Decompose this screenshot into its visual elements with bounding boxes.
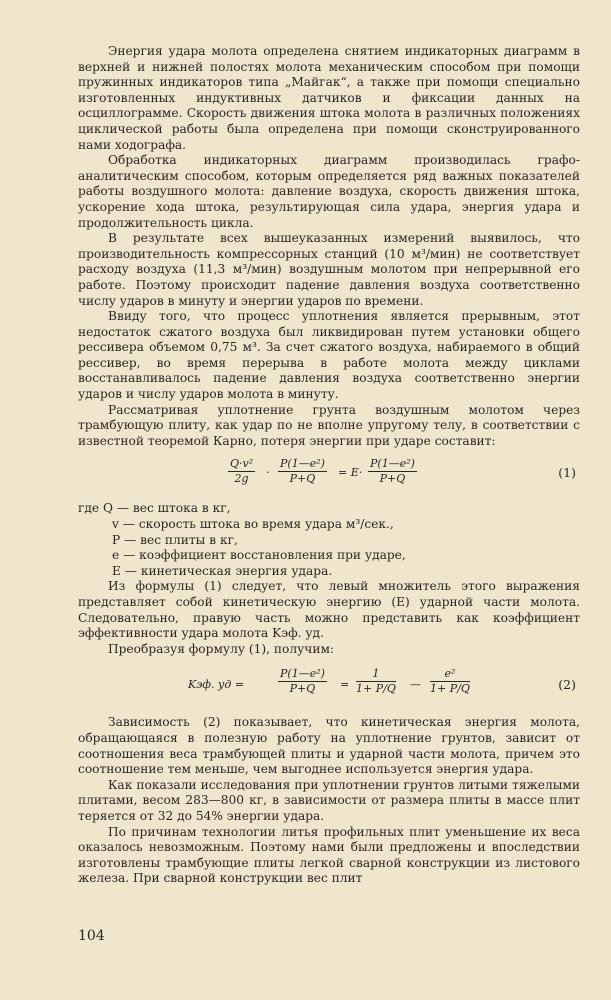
page-body [78,44,580,887]
def-energy: E — кинетическая энергия удара. [112,563,333,578]
formula-1: $\frac{\text{Q·v²}}{2g}$ · $\frac{\text{P(1—e²)}}{P+Q}$ = E· $\frac{\text{P(1—e²)}}{P+Q}$ (1) [230,457,576,486]
paragraph-from-formula: Из формулы (1) следует, что левый множитель этого выражения представляет собой кинетическую энергию (E) ударной части молота. Следовательно, правую часть можно представить как коэффициент эффективности удара молота Kэф. уд. [78,579,580,641]
formula-1-fraction-kinetic: $\frac{\text{Q·v²}}{2g}$ [230,457,254,486]
def-e: e — коэффициент восстановления при ударе, [112,548,406,563]
paragraph-dependence: Зависимость (2) показывает, что кинетическая энергия молота, обращающаяся в полезную работу на уплотнение грунтов, зависит от соотношения веса трамбующей плиты и ударной части молота, причем это соотношение тем меньше, чем выгоднее используется энергия удара. [78,715,580,777]
formula-2-fraction-b: $\frac{1}{1+ P/Q}$ [356,667,396,696]
variable-definitions [78,501,580,579]
formula-1-fraction-energy: $\frac{\text{P(1—e²)}}{P+Q}$ [370,457,415,486]
paragraph-receiver: Ввиду того, что процесс уплотнения является прерывным, этот недостаток сжатого воздуха был ликвидирован путем установки общего рессивера объемом 0,75 м³. За счет сжатого воздуха, набираемого в общий рессивер, во время перерыва в работе молота между циклами восстанавливалось падение давления воздуха соответственно энергии ударов и числу ударов молота в минуту. [78,309,580,402]
paragraph-measurements: В результате всех вышеуказанных измерений выявилось, что производительность компрессорных станций (10 м³/мин) не соответствует расходу воздуха (11,3 м³/мин) воздушным молотом при непрерывной его работе. Поэтому происходит падение давления воздуха соответственно числу ударов в минуту и энергии ударов по времени. [78,231,580,308]
paragraph-processing: Обработка индикаторных диаграмм производилась графо-аналитическим способом, которым определяется ряд важных показателей работы воздушного молота: давление воздуха, скорость движения штока, ускорение хода штока, результирующая сила удара, энергия удара и продолжительность цикла. [78,153,580,230]
def-p: P — вес плиты в кг, [112,532,238,547]
formula-2: Kэф. уд = $\frac{\text{P(1—e²)}}{P+Q}$ = $\frac{1}{1+ P/Q}$ — $\frac{\text{e²}}{1+ P/Q}$ (2) [188,667,576,696]
formula-2-fraction-a: $\frac{\text{P(1—e²)}}{P+Q}$ [280,667,325,696]
paragraph-indicator-diagrams: Энергия удара молота определена снятием индикаторных диаграмм в верхней и нижней полостях молота механическим способом при помощи пружинных индикаторов типа „Майгак“, а также при помощи специально изготовленных индуктивных датчиков и фиксации данных на осциллограмме. Скорость движения штока молота в различных положениях циклической работы была определена при помощи сконструированного нами ходографа. [78,44,580,152]
paragraph-research: Как показали исследования при уплотнении грунтов литыми тяжелыми плитами, весом 283—800 кг, в зависимости от размера плиты в массе плит теряется от 32 до 54% энергии удара. [78,777,580,823]
def-v: v — скорость штока во время удара м³/сек., [112,517,394,532]
formula-1-fraction-loss: $\frac{\text{P(1—e²)}}{P+Q}$ [280,457,325,486]
formula-2-fraction-c: $\frac{\text{e²}}{1+ P/Q}$ [430,667,470,696]
page-number: 104 [78,928,105,944]
equation-number-1: (1) [558,465,576,481]
equation-number-2: (2) [558,677,576,693]
paragraph-welded-plates: По причинам технологии литья профильных плит уменьшение их веса оказалось невозможным. Поэтому нами были предложены и впоследствии изготовлены трамбующие плиты легкой сварной конструкции из листового железа. При сварной конструкции вес плит [78,824,580,886]
paragraph-transform: Преобразуя формулу (1), получим: [108,641,335,656]
def-q: где Q — вес штока в кг, [78,501,231,516]
paragraph-carnot: Рассматривая уплотнение грунта воздушным молотом через трамбующую плиту, как удар по не вполне упругому телу, в соответствии с известной теоремой Карно, потеря энергии при ударе составит: [78,402,580,448]
